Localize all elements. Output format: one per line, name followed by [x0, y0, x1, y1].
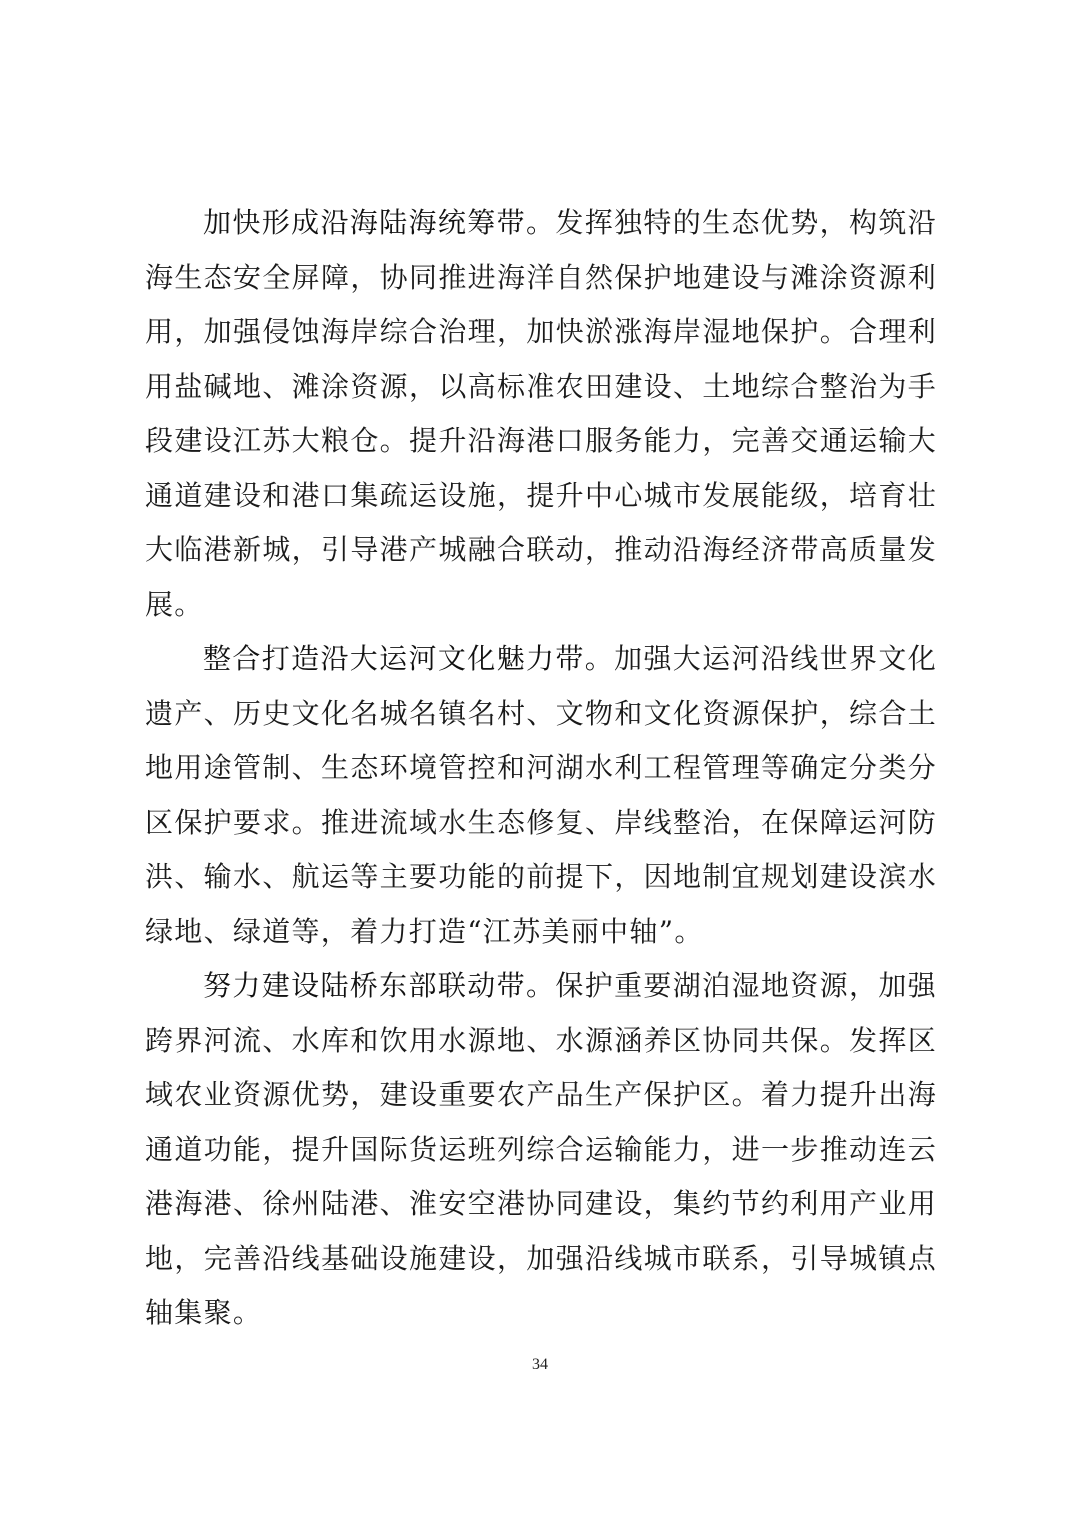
paragraph-heading: 加快形成沿海陆海统筹带。	[203, 206, 556, 239]
paragraph-text: 加强大运河沿线世界文化遗产、历史文化名城名镇名村、文物和文化资源保护，综合土地用途管制、生态环境管控和河湖水利工程管理等确定分类分区保护要求。推进流域水生态修复、岸线整治，在保障运河防洪、输水、航运等主要功能的前提下，因地制宜规划建设滨水绿地、绿道等，着力打造“江苏美丽中轴”。	[145, 642, 937, 948]
paragraph-coastal-belt	[145, 196, 937, 632]
paragraph-text: 保护重要湖泊湿地资源，加强跨界河流、水库和饮用水源地、水源涵养区协同共保。发挥区域农业资源优势，建设重要农产品生产保护区。着力提升出海通道功能，提升国际货运班列综合运输能力，进一步推动连云港海港、徐州陆港、淮安空港协同建设，集约节约利用产业用地，完善沿线基础设施建设，加强沿线城市联系，引导城镇点轴集聚。	[145, 969, 937, 1329]
page-number: 34	[532, 1356, 548, 1373]
paragraph-grand-canal-belt	[145, 632, 937, 959]
paragraph-text: 发挥独特的生态优势，构筑沿海生态安全屏障，协同推进海洋自然保护地建设与滩涂资源利用，加强侵蚀海岸综合治理，加快淤涨海岸湿地保护。合理利用盐碱地、滩涂资源，以高标准农田建设、土地综合整治为手段建设江苏大粮仓。提升沿海港口服务能力，完善交通运输大通道建设和港口集疏运设施，提升中心城市发展能级，培育壮大临港新城，引导港产城融合联动，推动沿海经济带高质量发展。	[145, 206, 937, 621]
document-body	[145, 196, 937, 1341]
paragraph-land-bridge-belt	[145, 959, 937, 1341]
paragraph-heading: 努力建设陆桥东部联动带。	[203, 969, 556, 1002]
paragraph-heading: 整合打造沿大运河文化魅力带。	[203, 642, 615, 675]
